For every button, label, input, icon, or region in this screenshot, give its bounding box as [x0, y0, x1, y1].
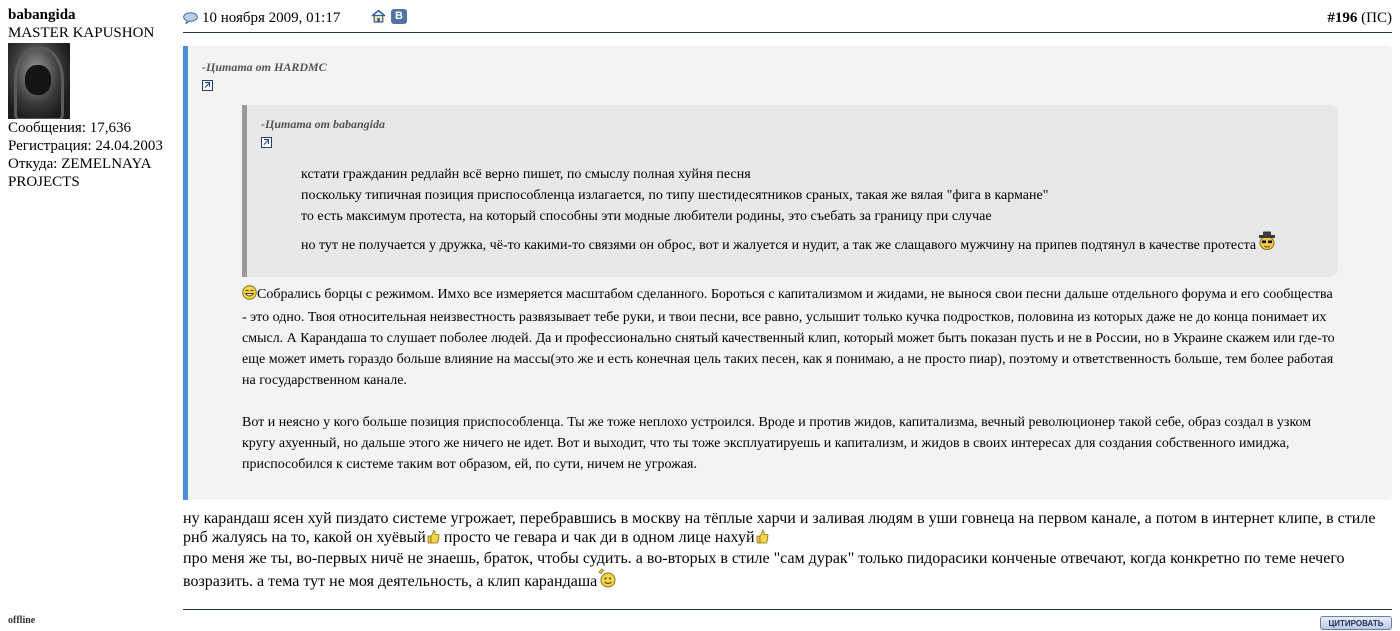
- user-messages-count: Сообщения: 17,636: [8, 120, 131, 136]
- user-title: MASTER KAPUSHON: [8, 25, 155, 41]
- quote-link-icon-outer[interactable]: [202, 80, 213, 91]
- home-icon[interactable]: [371, 9, 386, 28]
- spy-smiley-icon: [1256, 231, 1278, 258]
- user-status: offline: [8, 615, 36, 626]
- thumbs-up-smiley-icon: [755, 529, 769, 549]
- post-footer-divider: [183, 609, 1392, 610]
- thumbs-up-smiley-icon: [426, 529, 440, 549]
- post-body-paragraph: [183, 509, 1395, 549]
- quote-block-outer: [183, 46, 1392, 500]
- quote-block-inner: [242, 105, 1338, 277]
- quote-inner-line: кстати гражданин редлайн всё верно пишет, по смыслу полная хуйня песня: [301, 167, 751, 182]
- laughing-smiley-icon: [242, 285, 257, 307]
- message-icon: [183, 11, 198, 29]
- quote-outer-paragraph: [242, 284, 1340, 391]
- user-location: Откуда: ZEMELNAYA PROJECTS: [8, 156, 151, 190]
- quote-inner-line-with-smiley: [301, 231, 1331, 258]
- quote-outer-paragraph: Вот и неясно у кого больше позиция приспособленца. Ты же тоже неплохо устроился. Вроде и против жидов, капитализма, вечный революционер такой себе, образ создал в узком кругу ахуенный, но дальше этого же ничего не идет. Вот и выходит, что ты тоже эксплуатируешь и капитализм, и жидов в своих интересах для создания собственного имиджа, приспособился к системе таким вот образом, ей, по сути, ничем не угрожая.: [242, 415, 1312, 472]
- post-number[interactable]: [1327, 10, 1392, 27]
- post-date: 10 ноября 2009, 01:17: [202, 10, 341, 26]
- post-body: [183, 509, 1395, 593]
- post-body-text: просто че гевара и чак ди в одном лице нахуй: [439, 529, 755, 546]
- quote-link-icon-inner[interactable]: [261, 137, 272, 148]
- avatar[interactable]: [8, 43, 70, 119]
- quote-inner-line: поскольку типичная позиция приспособленца излагается, по типу шестидесятников сраных, такая же вялая "фига в кармане": [301, 188, 1049, 203]
- post-number-value[interactable]: #196: [1327, 10, 1358, 26]
- post-header: [183, 6, 1392, 33]
- quote-inner-line: но тут не получается у дружка, чё-то какими-то связями он оброс, вот и жалуется и нудит, а так же слащавого мужчину на припев подтянул в качестве протеста: [301, 238, 1257, 253]
- user-info-panel: [8, 6, 176, 191]
- vk-icon[interactable]: B: [391, 9, 407, 24]
- quote-outer-text: [242, 284, 1340, 475]
- pointing-smiley-icon: [597, 568, 617, 593]
- quote-inner-line: то есть максимум протеста, на который способны эти модные любители родины, это съебать за границу при случае: [301, 209, 992, 224]
- post-body-text: про меня же ты, во-первых ничё не знаешь, браток, чтобы судить. а во-вторых в стиле "сам дурак" только пидорасики конченые отвечают, когда конкретно по теме нечего возразить. а тема тут не моя деятельность, а клип карандаша: [183, 550, 1345, 590]
- quote-inner-text: [301, 164, 1331, 258]
- avatar-face-shape: [25, 65, 51, 95]
- post-body-paragraph: [183, 549, 1395, 593]
- quote-button[interactable]: ЦИТИРОВАТЬ: [1320, 616, 1392, 630]
- user-registration-date: Регистрация: 24.04.2003: [8, 138, 163, 154]
- quote-outer-paragraph-text: Собрались борцы с режимом. Имхо все измеряется масштабом сделанного. Бороться с капитализмом и жидами, не вынося свои песни дальше отдельного форума и его сообщества - это одно. Твоя относительная неизвестность развязывает тебе руки, и твои песни, все равно, услышит только кучка подростков, половина из которых даже не до конца понимает их смысл. А Карандаша то слушает поболее людей. Да и профессионально снятый качественный клип, который может быть показан пусть и не в России, но в Украине скажем или где-то еще может иметь гораздо больше влияние на массы(это же и есть конечная цель таких песен, как я понимаю, а не просто пиар), поэтому и ответственность больше, тем более работая на государственном канале.: [242, 287, 1335, 388]
- quote-title-outer: -Цитата от HARDMC: [202, 60, 327, 74]
- username[interactable]: babangida: [8, 7, 76, 23]
- post-body-text: ну карандаш ясен хуй пиздато системе угрожает, перебравшись в москву на тёплые харчи и заливая людям в уши говнеца на первом канале, а потом в интернет клипе, в стиле рнб жалуясь на то, какой он хуёвый: [183, 510, 1376, 546]
- post-number-suffix: (ПС): [1357, 10, 1392, 26]
- quote-title-inner: -Цитата от babangida: [261, 117, 386, 131]
